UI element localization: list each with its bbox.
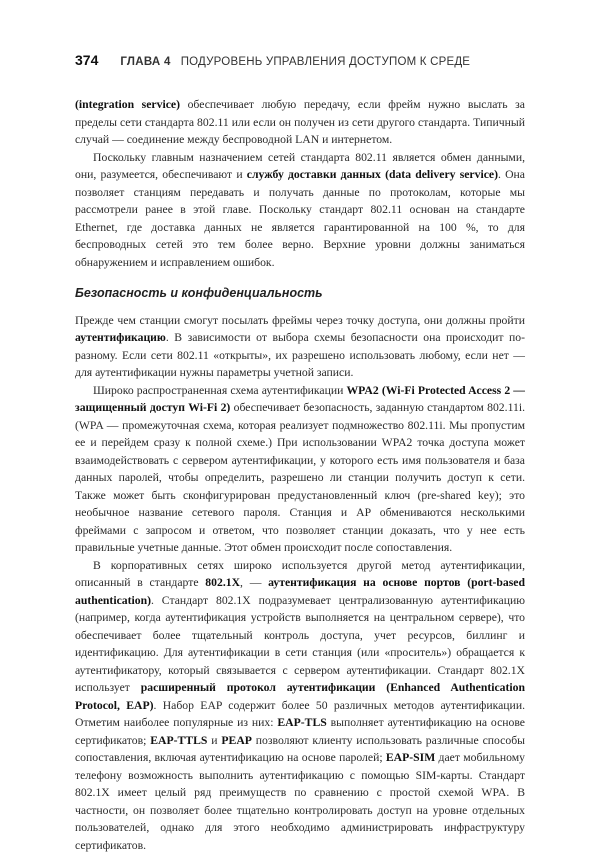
term-wpa2: WPA2 (Wi-Fi Protected Access 2 — защищенный доступ Wi-Fi 2)	[75, 384, 525, 415]
term-integration-service: (integration service)	[75, 98, 180, 111]
term-data-delivery: службу доставки данных (data delivery service)	[247, 168, 498, 181]
term-peap: PEAP	[221, 734, 252, 747]
chapter-title: ПОДУРОВЕНЬ УПРАВЛЕНИЯ ДОСТУПОМ К СРЕДЕ	[181, 56, 470, 68]
paragraph-wpa2	[75, 382, 525, 557]
term-eap-tls: EAP-TLS	[277, 716, 326, 729]
section-heading: Безопасность и конфиденциальность	[75, 285, 525, 303]
paragraph-text: Прежде чем станции смогут посылать фреймы через точку доступа, они должны пройти	[75, 314, 525, 327]
paragraph-text: , —	[240, 576, 268, 589]
paragraph-text: Широко распространенная схема аутентификации	[93, 384, 346, 397]
term-8021x: 802.1X	[205, 576, 240, 589]
term-eap: расширенный протокол аутентификации (Enhanced Authentication Protocol, EAP)	[75, 681, 525, 712]
paragraph-text: позволяют клиенту использовать различные способы сопоставления, включая аутентификацию на основе паролей;	[75, 734, 525, 765]
paragraph-text: обеспечивает любую передачу, если фрейм нужно выслать за пределы сети стандарта 802.11 или если он получен из сети другого стандарта. Типичный случай — соединение между беспроводной LAN и интернетом.	[75, 98, 525, 146]
paragraph-text: Поскольку главным назначением сетей стандарта 802.11 является обмен данными, они, разумеется, обеспечивают и	[75, 151, 525, 182]
paragraph-text: . Стандарт 802.1X подразумевает централизованную аутентификацию (например, когда аутентификация устройств выполняется на центральном сервере), что обеспечивает более тщательный контроль доступа, учет ресурсов, биллинг и идентификацию. Для аутентификации в сети станция (или «проситель») обращается к аутентификатору, который связывается с сервером аутентификации. Стандарт 802.1X использует	[75, 594, 525, 695]
term-port-based-auth: аутентификация на основе портов (port-based authentication)	[75, 576, 525, 607]
paragraph-8021x	[75, 557, 525, 854]
paragraph-text: дает мобильному телефону возможность выполнить аутентификацию с помощью SIM-карты. Стандарт 802.1X имеет целый ряд преимуществ по сравнению с простой схемой WPA. В частности, он позволяет более тщательно контролировать доступ на уровне отдельных пользователей, однако для этого необходимо администрировать инфраструктуру сертификатов.	[75, 751, 525, 852]
page-body	[75, 96, 525, 854]
paragraph-data-delivery	[75, 149, 525, 272]
term-eap-sim: EAP-SIM	[386, 751, 435, 764]
chapter-label: ГЛАВА 4	[120, 56, 170, 68]
paragraph-text: В корпоративных сетях широко используется другой метод аутентификации, описанный в стандарте	[75, 559, 525, 590]
paragraph-text: . Она позволяет станциям передавать и получать данные по протоколам, которые мы рассмотрели ранее в этой главе. Поскольку стандарт 802.11 основан на стандарте Ethernet, где доставка данных не является гарантированной на 100 %, то для беспроводных сетей это тем более верно. Верхние уровни должны заниматься обнаружением и исправлением ошибок.	[75, 168, 525, 269]
running-header	[75, 52, 525, 70]
page-number: 374	[75, 52, 98, 68]
term-authentication: аутентификацию	[75, 331, 166, 344]
term-eap-ttls: EAP-TTLS	[150, 734, 207, 747]
paragraph-text: . В зависимости от выбора схемы безопасности она происходит по-разному. Если сети 802.11 «открыты», их разрешено использовать любому, если нет — для аутентификации нужны параметры учетной записи.	[75, 331, 525, 379]
paragraph-authentication	[75, 312, 525, 382]
paragraph-text: . Набор EAP содержит более 50 различных методов аутентификации. Отметим наиболее популярные из них:	[75, 699, 525, 730]
paragraph-text: и	[207, 734, 221, 747]
paragraph-text: выполняет аутентификацию на основе сертификатов;	[75, 716, 525, 747]
paragraph-integration-service	[75, 96, 525, 149]
paragraph-text: обеспечивает безопасность, заданную стандартом 802.11i. (WPA — промежуточная схема, которая реализует подмножество 802.11i. Мы пропустим ее и перейдем сразу к полной схеме.) При использовании WPA2 точка доступа может взаимодействовать с сервером аутентификации, у которого есть имя пользователя и база данных паролей, чтобы определить, разрешено ли станции получить доступ к сети. Также может быть сконфигурирован предустановленный ключ (pre-shared key); это необычное название сетевого пароля. Станция и AP обмениваются несколькими фреймами с запросом и ответом, что позволяет станции доказать, что у нее есть правильные учетные данные. Этот обмен происходит после сопоставления.	[75, 401, 525, 554]
